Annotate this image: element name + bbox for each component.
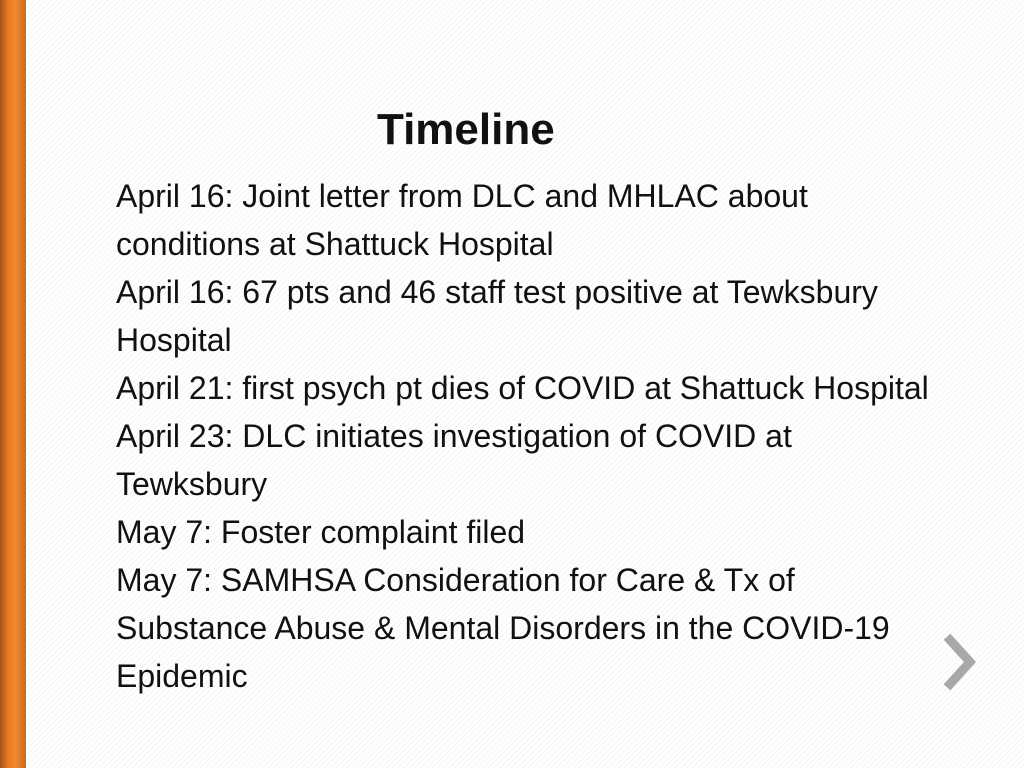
timeline-list [116, 172, 946, 700]
timeline-entry: April 16: Joint letter from DLC and MHLAC about conditions at Shattuck Hospital [116, 178, 808, 262]
next-slide-button[interactable] [940, 630, 980, 694]
left-accent-bar [0, 0, 26, 768]
timeline-entry: April 21: first psych pt dies of COVID at Shattuck Hospital [116, 370, 929, 406]
chevron-right-icon [940, 630, 980, 694]
slide-title: Timeline [377, 105, 555, 154]
timeline-entry: April 16: 67 pts and 46 staff test positive at Tewksbury Hospital [116, 274, 878, 358]
timeline-entry: April 23: DLC initiates investigation of COVID at Tewksbury [116, 418, 792, 502]
timeline-entry: May 7: SAMHSA Consideration for Care & Tx of Substance Abuse & Mental Disorders in the COVID-19 Epidemic [116, 562, 890, 694]
timeline-entry: May 7: Foster complaint filed [116, 514, 526, 550]
